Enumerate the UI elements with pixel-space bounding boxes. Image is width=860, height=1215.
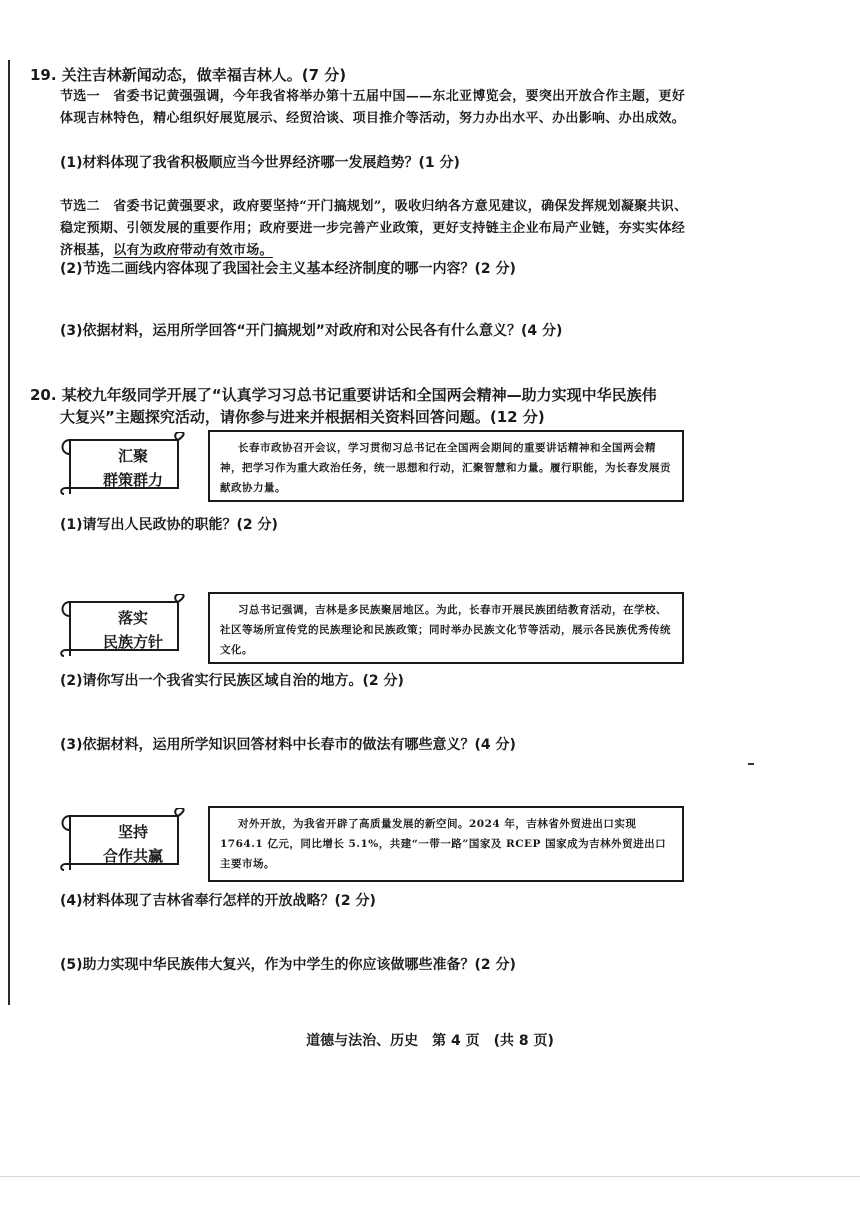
scroll-text <box>78 820 188 868</box>
scroll-banner-gather <box>58 436 188 496</box>
scroll-line-1: 汇聚 <box>117 447 148 465</box>
scroll-line-1: 坚持 <box>117 823 148 841</box>
q19-question-1: (1)材料体现了我省积极顺应当今世界经济哪一发展趋势？(1 分) <box>60 155 460 171</box>
q19-excerpt2-text: 省委书记黄强要求，政府要坚持“开门搞规划”，吸收归纳各方意见建议，确保发挥规划凝聚共识、稳定预期、引领发展的重要作用；政府要进一步完善产业政策，更好支持链主企业布局产业链，夯实实体经济根基， <box>60 199 688 258</box>
stray-mark <box>748 763 754 765</box>
q19-excerpt2-underlined: 以有为政府带动有效市场。 <box>113 243 273 258</box>
q19-excerpt1-label: 节选一 <box>60 89 100 104</box>
scroll-text <box>78 606 188 654</box>
left-margin-line <box>8 60 10 1005</box>
q19-title: 19. 关注吉林新闻动态，做幸福吉林人。(7 分) <box>30 66 347 84</box>
q19-excerpt1-text: 省委书记黄强强调，今年我省将举办第十五届中国——东北亚博览会，要突出开放合作主题，更好体现吉林特色，精心组织好展览展示、经贸洽谈、项目推介等活动，努力办出水平、办出影响、办出成效。 <box>60 89 686 126</box>
q19-excerpt2 <box>60 196 690 262</box>
scroll-line-2: 合作共赢 <box>102 847 163 865</box>
material-box-1 <box>208 430 684 502</box>
material-box-1-text: 长春市政协召开会议，学习贯彻习总书记在全国两会期间的重要讲话精神和全国两会精神，把学习作为重大政治任务，统一思想和行动，汇聚智慧和力量。履行职能，为长春发展贡献政协力量。 <box>220 442 671 494</box>
scroll-line-2: 群策群力 <box>102 471 163 489</box>
q19-excerpt1 <box>60 86 690 130</box>
q20-title-line2: 大复兴”主题探究活动，请你参与进来并根据相关资料回答问题。(12 分) <box>60 408 545 426</box>
q20-question-1: (1)请写出人民政协的职能？(2 分) <box>60 517 278 533</box>
material-box-2-text: 习总书记强调，吉林是多民族聚居地区。为此，长春市开展民族团结教育活动，在学校、社区等场所宣传党的民族理论和民族政策；同时举办民族文化节等活动，展示各民族优秀传统文化。 <box>220 604 671 656</box>
material-box-2 <box>208 592 684 664</box>
q19-excerpt2-label: 节选二 <box>60 199 100 214</box>
q20-question-5: (5)助力实现中华民族伟大复兴，作为中学生的你应该做哪些准备？(2 分) <box>60 957 516 973</box>
q19-question-2: (2)节选二画线内容体现了我国社会主义基本经济制度的哪一内容？(2 分) <box>60 261 516 277</box>
q20-title-line1: 20. 某校九年级同学开展了“认真学习习总书记重要讲话和全国两会精神—助力实现中华民族伟 <box>30 386 657 404</box>
material-box-3 <box>208 806 684 882</box>
scroll-line-1: 落实 <box>117 609 148 627</box>
scroll-text <box>78 444 188 492</box>
material-box-3-text: 对外开放，为我省开辟了高质量发展的新空间。2024 年，吉林省外贸进出口实现 1764.1 亿元，同比增长 5.1%，共建“一带一路”国家及 RCEP 国家成为吉林外贸进出口主要市场。 <box>220 818 667 870</box>
q20-question-3: (3)依据材料，运用所学知识回答材料中长春市的做法有哪些意义？(4 分) <box>60 737 516 753</box>
q20-question-2: (2)请你写出一个我省实行民族区域自治的地方。(2 分) <box>60 673 404 689</box>
page-footer: 道德与法治、历史 第 4 页 (共 8 页) <box>306 1033 554 1049</box>
bottom-divider <box>0 1176 860 1177</box>
scroll-banner-cooperate <box>58 812 188 872</box>
scroll-line-2: 民族方针 <box>102 633 163 651</box>
scroll-banner-implement <box>58 598 188 658</box>
q19-question-3: (3)依据材料，运用所学回答“开门搞规划”对政府和对公民各有什么意义？(4 分) <box>60 323 563 339</box>
q20-question-4: (4)材料体现了吉林省奉行怎样的开放战略？(2 分) <box>60 893 376 909</box>
